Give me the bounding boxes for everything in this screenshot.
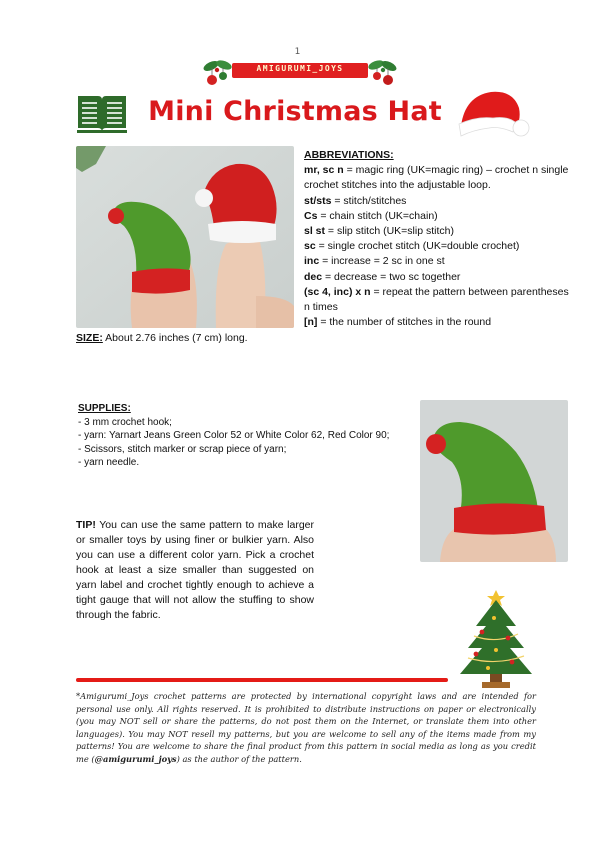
page-number: 1 — [294, 47, 301, 57]
abbreviation-item: st/sts = stitch/stitches — [304, 194, 407, 207]
holly-ornament-icon — [366, 58, 398, 88]
brand-name: AMIGURUMI_JOYS — [256, 64, 344, 73]
abbreviations-heading: ABBREVIATIONS: — [304, 149, 394, 161]
open-book-icon — [76, 92, 128, 134]
author-handle: @amigurumi_joys — [94, 753, 177, 764]
supply-item: - 3 mm crochet hook; — [78, 416, 172, 428]
abbreviation-item: sl st = slip stitch (UK=slip stitch) — [304, 225, 454, 238]
tip-label: TIP! — [76, 519, 96, 531]
abbreviation-item: dec = decrease = two sc together — [304, 270, 461, 283]
supply-item: - Scissors, stitch marker or scrap piece of yarn; — [78, 443, 287, 455]
supply-item: - yarn needle. — [78, 457, 140, 468]
copyright-notice: *Amigurumi_Joys crochet patterns are protected by international copyright laws and are intended for personal use only. All rights reserved. It is prohibited to distribute instructions on paper or electronically (you may NOT sell or share the patterns, do not post them on the Internet, or translate them into other languages). You may NOT resell my patterns, but you are welcome to sell any of the items made from my patterns! You are welcome to share the final product from this pattern in social media as long as you credit me (@amigurumi_joys) as the author of the pattern. — [76, 691, 536, 764]
tip-section — [76, 518, 314, 623]
abbreviation-item: sc = single crochet stitch (UK=double crochet) — [304, 240, 520, 253]
page-title: Mini Christmas Hat — [148, 96, 442, 127]
abbreviation-item: mr, sc n = magic ring (UK=magic ring) – crochet n single crochet stitches into the adjustable loop. — [304, 164, 569, 192]
product-photo-hats-on-fingers — [76, 146, 294, 328]
abbreviation-item: [n] = the number of stitches in the round — [304, 316, 492, 329]
product-photo-elf-hat — [420, 400, 568, 562]
supplies-section — [78, 402, 418, 470]
size-label: SIZE: — [76, 332, 103, 344]
size-note — [76, 332, 248, 344]
abbreviation-item: Cs = chain stitch (UK=chain) — [304, 209, 438, 222]
tip-text: You can use the same pattern to make larger or smaller toys by using finer or bulkier yarn. Also you can use a different color yarn. Pick a crochet hook at least a size smaller than suggested on yarn label and crochet tightly enough to achieve a tight gauge that will not allow the stuffing to show through the fabric. — [76, 519, 314, 621]
supply-item: - yarn: Yarnart Jeans Green Color 52 or White Color 62, Red Color 90; — [78, 430, 390, 441]
christmas-tree-icon — [452, 586, 540, 690]
abbreviations-section — [304, 148, 574, 330]
brand-banner — [200, 58, 400, 84]
santa-hat-icon — [455, 86, 531, 140]
holly-ornament-icon — [202, 58, 234, 88]
footer-divider — [76, 678, 448, 682]
abbreviation-item: (sc 4, inc) x n = repeat the pattern between parentheses n times — [304, 285, 569, 314]
abbreviation-item: inc = increase = 2 sc in one st — [304, 255, 445, 268]
supplies-heading: SUPPLIES: — [78, 403, 131, 414]
size-text: About 2.76 inches (7 cm) long. — [102, 332, 248, 344]
